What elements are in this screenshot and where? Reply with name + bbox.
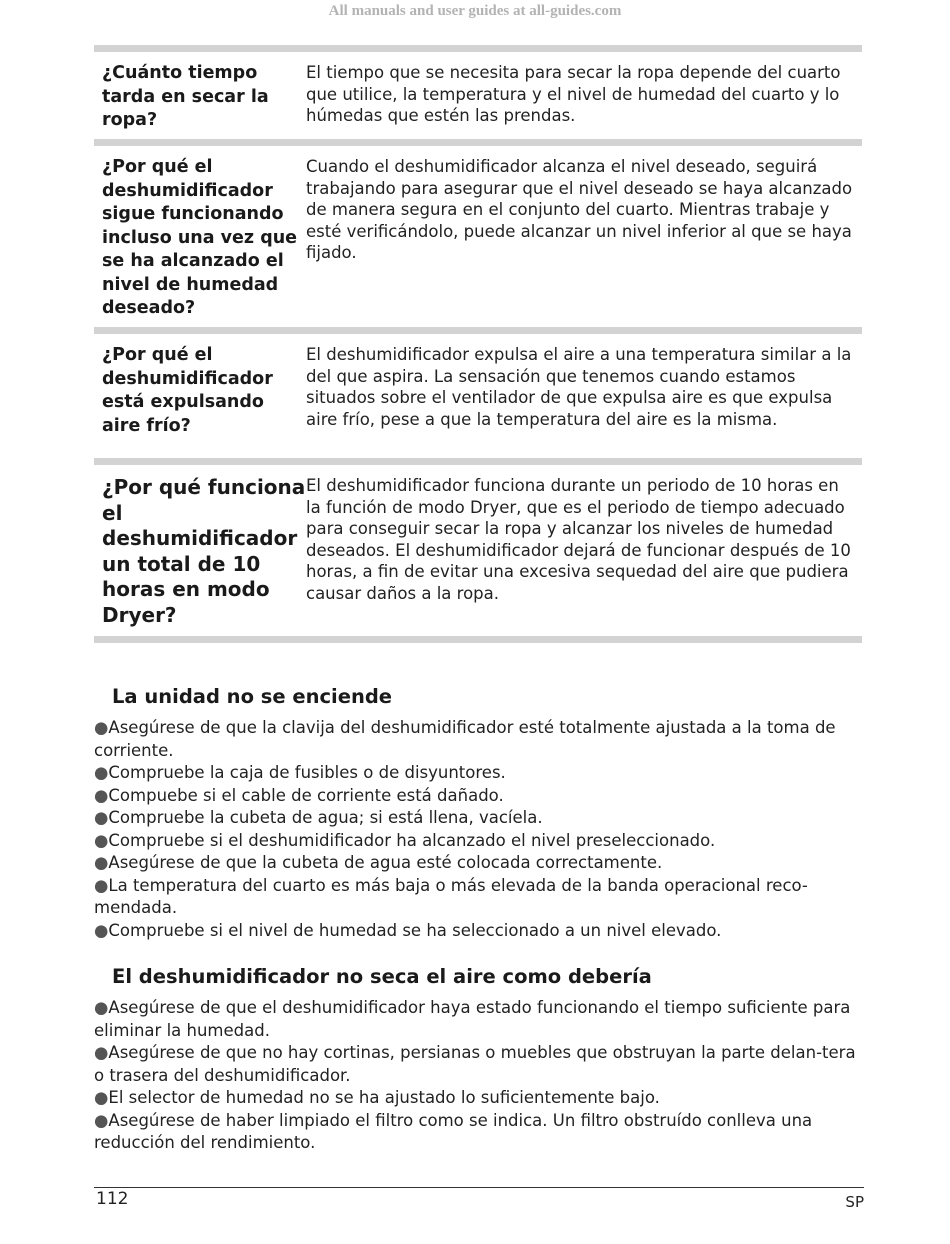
page-number: 112 <box>96 1189 129 1209</box>
bullet-icon: ● <box>94 763 109 782</box>
list-item: ●Compruebe la cubeta de agua; si está llena, vacíela. <box>94 808 543 827</box>
faq-answer: El deshumidificador funciona durante un periodo de 10 horas en la función de modo Dryer, que es el periodo de tiempo adecuado para conseguir secar la ropa y alcanzar los niveles de humedad deseados. El deshumidificador dejará de funcionar después de 10 horas, a fin de evitar una excesiva sequedad del aire que pudiera causar daños a la ropa. <box>306 476 851 603</box>
list-item: ●Compuebe si el cable de corriente está dañado. <box>94 785 504 805</box>
watermark: All manuals and user guides at all-guides.com <box>328 3 622 19</box>
faq-question: ¿Cuánto tiempo tarda en secar la ropa? <box>102 63 269 130</box>
faq-question: ¿Por qué el deshumidificador está expulsando aire frío? <box>102 345 273 436</box>
faq-answer: El deshumidificador expulsa el aire a una temperatura similar a la del que aspira. La sensación que tenemos cuando estamos situados sobre el ventilador de que expulsa aire es que expulsa aire frío, pese a que la temperatura del aire es la misma. <box>306 345 852 429</box>
language-code: SP <box>845 1193 864 1211</box>
faq-row <box>94 327 862 458</box>
list-item: ●Compruebe si el deshumidificador ha alcanzado el nivel preseleccionado. <box>94 830 716 850</box>
list-item: ●Asegúrese de que no hay cortinas, persianas o muebles que obstruyan la parte delan-tera o trasera del deshumidificador. <box>94 1043 856 1085</box>
bullet-icon: ● <box>94 1043 109 1062</box>
troubleshooting-section-no-power <box>94 684 864 942</box>
bullet-icon: ● <box>94 808 109 827</box>
bullet-icon: ● <box>94 785 109 805</box>
footer-divider <box>94 1187 864 1188</box>
faq-question: ¿Por qué el deshumidificador sigue funcionando incluso una vez que se ha alcanzado el nivel de humedad deseado? <box>102 157 298 318</box>
faq-row <box>94 45 862 139</box>
list-item: ●Asegúrese de haber limpiado el filtro como se indica. Un filtro obstruído conlleva una reducción del rendimiento. <box>94 1110 813 1152</box>
bullet-icon: ● <box>94 875 109 895</box>
bullet-icon: ● <box>94 998 109 1017</box>
faq-answer: Cuando el deshumidificador alcanza el nivel deseado, seguirá trabajando para asegurar que el nivel deseado se haya alcanzado de manera segura en el conjunto del cuarto. Mientras trabaje y esté verificándolo, puede alcanzar un nivel inferior al que se haya fijado. <box>306 157 853 262</box>
list-item: ●Compruebe la caja de fusibles o de disyuntores. <box>94 763 506 782</box>
faq-table <box>94 45 862 643</box>
bullet-icon: ● <box>94 920 109 940</box>
bullet-icon: ● <box>94 718 109 737</box>
faq-question: ¿Por qué funciona el deshumidificador un total de 10 horas en modo Dryer? <box>102 475 306 627</box>
bullet-icon: ● <box>94 830 109 850</box>
list-item: ●El selector de humedad no se ha ajustado lo suficientemente bajo. <box>94 1088 660 1107</box>
section-title: La unidad no se enciende <box>112 685 393 708</box>
list-item: ●Asegúrese de que la clavija del deshumidificador esté totalmente ajustada a la toma de corriente. <box>94 718 836 760</box>
bullet-icon: ● <box>94 853 109 872</box>
faq-row <box>94 458 862 643</box>
section-title: El deshumidificador no seca el aire como debería <box>112 965 652 988</box>
list-item: ●Asegúrese de que el deshumidificador haya estado funcionando el tiempo suficiente para eliminar la humedad. <box>94 998 851 1040</box>
faq-answer: El tiempo que se necesita para secar la ropa depende del cuarto que utilice, la temperatura y el nivel de humedad del cuarto y lo húmedas que estén las prendas. <box>306 63 841 125</box>
list-item: ●Compruebe si el nivel de humedad se ha seleccionado a un nivel elevado. <box>94 920 722 940</box>
faq-row <box>94 139 862 327</box>
bullet-icon: ● <box>94 1110 109 1130</box>
bullet-icon: ● <box>94 1088 109 1107</box>
list-item: ●Asegúrese de que la cubeta de agua esté colocada correctamente. <box>94 853 663 872</box>
troubleshooting-section-not-drying <box>94 964 864 1155</box>
list-item: ●La temperatura del cuarto es más baja o más elevada de la banda operacional reco-mendada. <box>94 875 808 917</box>
